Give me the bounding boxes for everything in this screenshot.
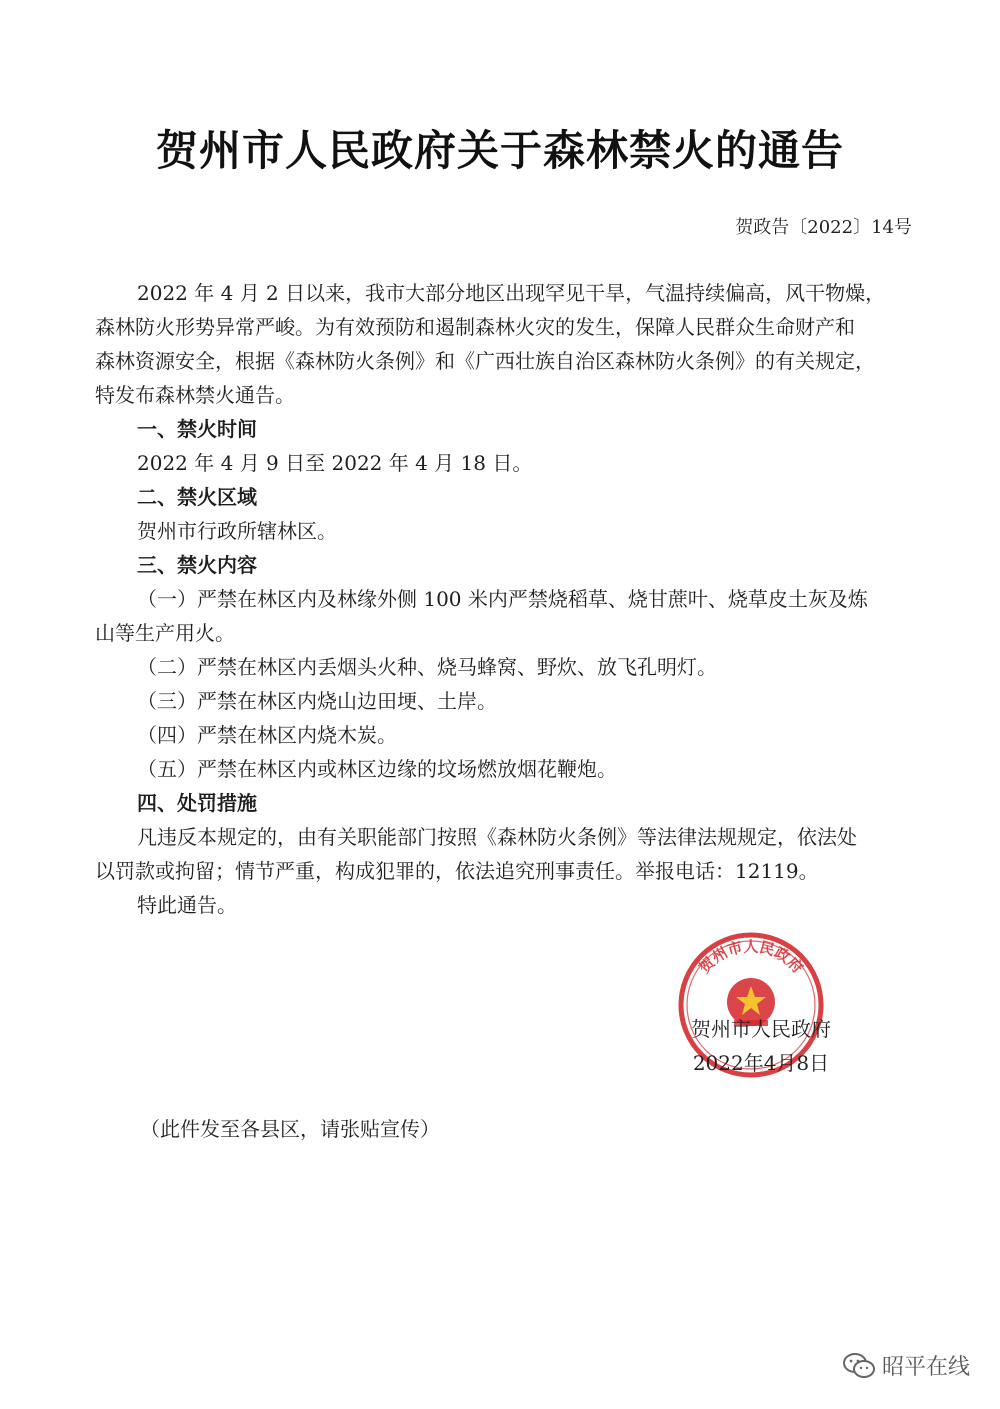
penalty-text: 以罚款或拘留；情节严重，构成犯罪的，依法追究刑事责任。举报电话：12119。 [95, 859, 819, 883]
notice-body [95, 276, 915, 922]
content-item: （五）严禁在林区内或林区边缘的坟场燃放烟花鞭炮。 [137, 757, 617, 781]
section-heading-content: 三、禁火内容 [137, 553, 257, 577]
watermark-text: 昭平在线 [881, 1355, 970, 1380]
issue-date: 2022年4月8日 [692, 1051, 830, 1075]
document-number: 贺政告〔2022〕14号 [735, 217, 912, 238]
content-item: （四）严禁在林区内烧木炭。 [137, 723, 397, 747]
seal-text: 贺州市人民政府 [695, 937, 807, 977]
page-title: 贺州市人民政府关于森林禁火的通告 [155, 126, 844, 175]
penalty-text: 凡违反本规定的，由有关职能部门按照《森林防火条例》等法律法规规定，依法处 [137, 825, 857, 849]
svg-text:贺州市人民政府 [695, 937, 806, 976]
content-item: （二）严禁在林区内丢烟头火种、烧马蜂窝、野炊、放飞孔明灯。 [137, 655, 717, 679]
content-item: 山等生产用火。 [95, 621, 235, 645]
intro-line: 2022 年 4 月 2 日以来，我市大部分地区出现罕见干旱，气温持续偏高，风干物燥， [137, 281, 886, 305]
section-heading-time: 一、禁火时间 [137, 417, 257, 441]
signature-block [676, 1012, 846, 1080]
content-item: （三）严禁在林区内烧山边田埂、土岸。 [137, 689, 497, 713]
content-item: （一）严禁在林区内及林缘外侧 100 米内严禁烧稻草、烧甘蔗叶、烧草皮土灰及炼 [137, 587, 868, 611]
watermark [842, 1350, 970, 1381]
wechat-icon [842, 1352, 876, 1380]
intro-line: 特发布森林禁火通告。 [95, 383, 295, 407]
issuer-name: 贺州市人民政府 [691, 1017, 831, 1041]
section-heading-area: 二、禁火区域 [137, 485, 257, 509]
distribution-note: （此件发至各县区，请张贴宣传） [140, 1117, 440, 1141]
section-heading-penalty: 四、处罚措施 [137, 791, 257, 815]
intro-line: 森林资源安全，根据《森林防火条例》和《广西壮族自治区森林防火条例》的有关规定， [95, 349, 875, 373]
section-text-time: 2022 年 4 月 9 日至 2022 年 4 月 18 日。 [137, 451, 533, 475]
intro-line: 森林防火形势异常严峻。为有效预防和遏制森林火灾的发生，保障人民群众生命财产和 [95, 315, 855, 339]
section-text-area: 贺州市行政所辖林区。 [137, 519, 337, 543]
closing-text: 特此通告。 [137, 893, 237, 917]
